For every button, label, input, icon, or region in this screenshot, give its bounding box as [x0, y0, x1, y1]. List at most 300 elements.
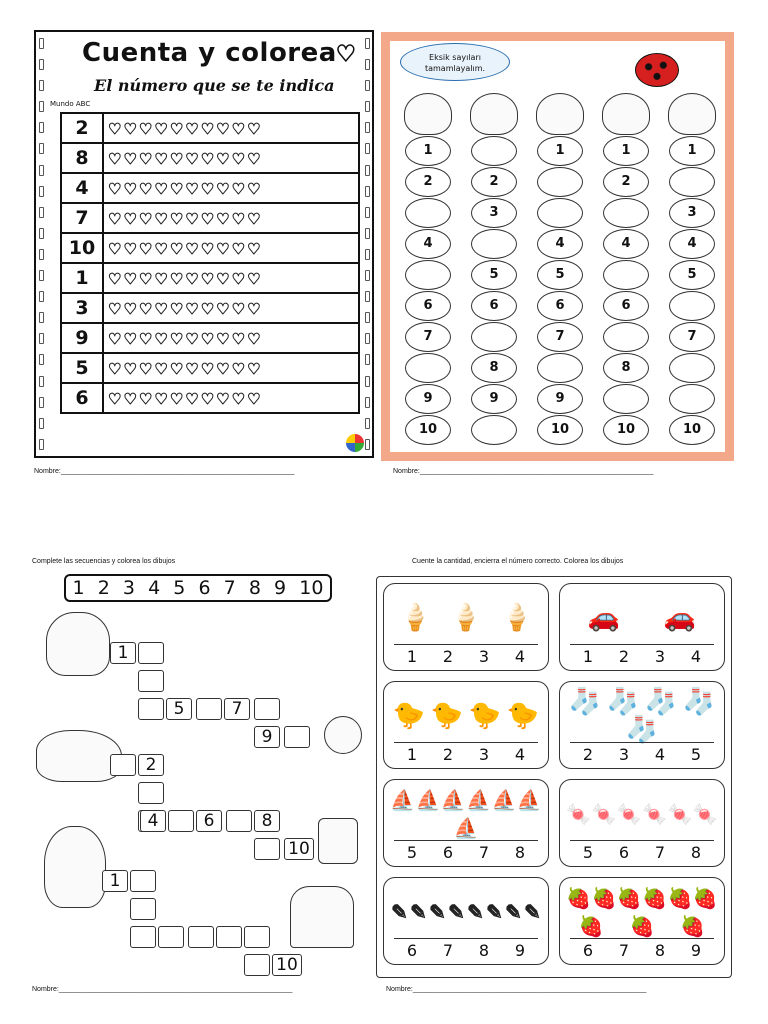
number-option[interactable]: 3 — [478, 745, 490, 764]
number-oval[interactable] — [405, 353, 451, 383]
heart-icon[interactable]: ♥ — [123, 299, 137, 318]
heart-icon[interactable]: ♥ — [138, 269, 153, 288]
count-panel — [559, 583, 725, 671]
heart-icon[interactable]: ♥ — [108, 179, 122, 198]
instruction-count: Cuente la cantidad, encierra el número correcto. Colorea los dibujos — [412, 558, 624, 565]
sequence-box[interactable]: 2 — [138, 754, 164, 776]
crayon-icon: ✎ — [486, 900, 503, 924]
bee-icon — [668, 93, 716, 135]
number-oval[interactable]: 2 — [405, 167, 451, 197]
heart-icon[interactable]: ♥ — [185, 299, 199, 318]
number-option[interactable]: 8 — [654, 941, 666, 960]
number-oval[interactable] — [669, 167, 715, 197]
row-number: 10 — [61, 233, 103, 263]
heart-icon[interactable]: ♥ — [169, 209, 184, 228]
heart-icon[interactable]: ♥ — [169, 269, 184, 288]
number-option[interactable]: 7 — [442, 941, 454, 960]
heart-icon[interactable]: ♥ — [247, 389, 261, 408]
heart-icon[interactable]: ♥ — [138, 359, 153, 378]
number-oval[interactable]: 5 — [537, 260, 583, 290]
heart-icon[interactable]: ♥ — [247, 299, 261, 318]
number-option[interactable]: 5 — [690, 745, 702, 764]
number-option[interactable]: 2 — [442, 647, 454, 666]
heart-icon[interactable]: ♥ — [216, 269, 230, 288]
sequence-box[interactable] — [244, 926, 270, 948]
row-number: 4 — [61, 173, 103, 203]
heart-icon[interactable]: ♥ — [154, 149, 168, 168]
sequence-box[interactable] — [138, 698, 164, 720]
heart-icon[interactable]: ♥ — [108, 299, 122, 318]
heart-icon[interactable]: ♥ — [200, 269, 215, 288]
heart-icon[interactable]: ♥ — [123, 329, 137, 348]
worksheet-subtitle: El número que se te indica — [94, 76, 335, 95]
number-oval[interactable] — [669, 384, 715, 414]
heart-icon[interactable]: ♥ — [169, 299, 184, 318]
sock-icon: 🧦 — [682, 687, 716, 717]
heart-icon[interactable]: ♥ — [200, 239, 215, 258]
number-oval[interactable]: 1 — [603, 136, 649, 166]
number-options — [394, 644, 538, 666]
number-line — [64, 574, 332, 602]
name-line-4[interactable]: Nombre:____________________________________________________________ — [386, 986, 647, 993]
number-oval[interactable] — [603, 322, 649, 352]
sequence-box[interactable]: 4 — [140, 810, 166, 832]
sailboat-icon: ⛵ — [415, 788, 441, 812]
heart-icon[interactable]: ♥ — [185, 239, 199, 258]
heart-icon[interactable]: ♥ — [154, 299, 168, 318]
row-number: 2 — [61, 113, 103, 143]
number-options — [394, 840, 538, 862]
heart-icon[interactable]: ♥ — [247, 209, 261, 228]
heart-icon[interactable]: ♥ — [200, 389, 215, 408]
caterpillar-column — [466, 93, 522, 445]
chick-icon: 🐤 — [468, 701, 502, 731]
sequence-box[interactable] — [158, 926, 184, 948]
bee-icon — [404, 93, 452, 135]
number-oval[interactable] — [471, 415, 517, 445]
icons-group — [566, 786, 718, 842]
strawberry-icon: 🍓 — [566, 886, 592, 910]
heart-icon[interactable]: ♥ — [169, 359, 184, 378]
heart-icon[interactable]: ♥ — [231, 359, 246, 378]
number-oval[interactable]: 1 — [537, 136, 583, 166]
sequence-box[interactable]: 10 — [272, 954, 302, 976]
count-row — [61, 263, 359, 293]
number-option[interactable]: 6 — [618, 843, 630, 862]
number-option[interactable]: 5 — [582, 843, 594, 862]
number-oval[interactable] — [471, 229, 517, 259]
ladybug-icon — [635, 53, 679, 87]
heart-icon[interactable]: ♥ — [200, 119, 215, 138]
number-option[interactable]: 3 — [478, 647, 490, 666]
sequence-box[interactable]: 1 — [110, 642, 136, 664]
heart-icon[interactable]: ♥ — [185, 269, 199, 288]
sequence-box[interactable]: 9 — [254, 726, 280, 748]
caterpillar-column — [598, 93, 654, 445]
number-option[interactable]: 2 — [582, 745, 594, 764]
number-oval[interactable]: 4 — [603, 229, 649, 259]
heart-icon[interactable]: ♥ — [216, 149, 230, 168]
crayon-icon: ✎ — [448, 900, 465, 924]
number-oval[interactable]: 8 — [471, 353, 517, 383]
icons-group — [390, 590, 542, 646]
heart-icon[interactable]: ♥ — [200, 359, 215, 378]
number-option[interactable]: 1 — [406, 647, 418, 666]
heart-icon[interactable]: ♥ — [154, 389, 168, 408]
sequence-box[interactable] — [138, 642, 164, 664]
heart-icon[interactable]: ♥ — [154, 329, 168, 348]
dog-icon — [46, 612, 110, 676]
number-oval[interactable] — [603, 198, 649, 228]
number-option[interactable]: 6 — [406, 941, 418, 960]
heart-icon[interactable]: ♥ — [216, 389, 230, 408]
sequence-box[interactable] — [130, 870, 156, 892]
heart-icon[interactable]: ♥ — [216, 239, 230, 258]
count-row — [61, 323, 359, 353]
heart-icon[interactable]: ♥ — [185, 389, 199, 408]
sequence-box[interactable]: 7 — [224, 698, 250, 720]
candy-icon: 🍬 — [566, 802, 592, 826]
chick-icon: 🐤 — [392, 701, 426, 731]
number-option[interactable]: 9 — [514, 941, 526, 960]
number-oval[interactable]: 6 — [471, 291, 517, 321]
number-oval[interactable] — [405, 260, 451, 290]
sailboat-icon: ⛵ — [516, 788, 542, 812]
number-oval[interactable]: 7 — [537, 322, 583, 352]
heart-icon[interactable]: ♥ — [231, 119, 246, 138]
heart-icon[interactable]: ♥ — [154, 119, 168, 138]
heart-icon[interactable]: ♥ — [154, 359, 168, 378]
number-oval[interactable]: 4 — [669, 229, 715, 259]
hearts-cell — [103, 323, 359, 353]
heart-icon[interactable]: ♥ — [185, 149, 199, 168]
sequence-box[interactable]: 10 — [284, 838, 314, 860]
number-oval[interactable]: 2 — [603, 167, 649, 197]
worksheet-count-color — [34, 30, 374, 458]
dog-food-box-icon — [318, 818, 358, 864]
heart-icon[interactable]: ♥ — [231, 179, 246, 198]
number-option[interactable]: 3 — [654, 647, 666, 666]
heart-icon[interactable]: ♥ — [108, 389, 122, 408]
heart-icon[interactable]: ♥ — [216, 209, 230, 228]
number-option[interactable]: 1 — [582, 647, 594, 666]
number-option[interactable]: 7 — [478, 843, 490, 862]
heart-icon[interactable]: ♥ — [123, 119, 137, 138]
ice-cream-icon: 🍦 — [500, 603, 533, 633]
sequence-box[interactable] — [254, 838, 280, 860]
number-oval[interactable] — [603, 260, 649, 290]
count-row — [61, 233, 359, 263]
sequence-number: 8 — [248, 577, 261, 599]
name-line-1[interactable]: Nombre:____________________________________________________________ — [34, 468, 295, 475]
hearts-cell — [103, 383, 359, 413]
heart-icon[interactable]: ♥ — [154, 209, 168, 228]
candy-icon: 🍬 — [667, 802, 693, 826]
caterpillar-column — [664, 93, 720, 445]
number-oval[interactable]: 10 — [405, 415, 451, 445]
number-oval[interactable]: 7 — [669, 322, 715, 352]
heart-icon[interactable]: ♥ — [123, 179, 137, 198]
number-option[interactable]: 8 — [690, 843, 702, 862]
heart-icon[interactable]: ♥ — [231, 389, 246, 408]
row-number: 9 — [61, 323, 103, 353]
heart-icon[interactable]: ♥ — [154, 179, 168, 198]
sequence-box[interactable]: 1 — [102, 870, 128, 892]
number-oval[interactable] — [603, 384, 649, 414]
heart-icon[interactable]: ♥ — [138, 179, 153, 198]
sequence-box[interactable]: 5 — [166, 698, 192, 720]
number-oval[interactable]: 9 — [405, 384, 451, 414]
hearts-cell — [103, 113, 359, 143]
number-option[interactable]: 9 — [690, 941, 702, 960]
left-border-decoration — [39, 38, 43, 450]
heart-icon[interactable]: ♥ — [123, 269, 137, 288]
sequence-box[interactable] — [138, 782, 164, 804]
number-oval[interactable]: 3 — [471, 198, 517, 228]
heart-icon[interactable]: ♥ — [247, 269, 261, 288]
strawberry-icon: 🍓 — [680, 914, 706, 938]
heart-icon[interactable]: ♥ — [169, 119, 184, 138]
crayon-icon: ✎ — [524, 900, 541, 924]
heart-icon[interactable]: ♥ — [123, 359, 137, 378]
sequence-box[interactable] — [226, 810, 252, 832]
ice-cream-icon: 🍦 — [449, 603, 483, 633]
heart-icon[interactable]: ♥ — [247, 149, 261, 168]
heart-icon[interactable]: ♥ — [108, 149, 122, 168]
heart-icon[interactable]: ♥ — [108, 239, 122, 258]
candy-icon: 🍬 — [692, 802, 718, 826]
count-panel — [383, 779, 549, 867]
heart-icon[interactable]: ♥ — [108, 359, 122, 378]
sequence-box[interactable] — [130, 898, 156, 920]
number-oval[interactable]: 6 — [537, 291, 583, 321]
ice-cream-icon: 🍦 — [399, 603, 432, 633]
heart-icon[interactable]: ♥ — [185, 359, 199, 378]
number-oval[interactable]: 3 — [669, 198, 715, 228]
heart-icon[interactable]: ♥ — [108, 119, 122, 138]
sequence-box[interactable] — [254, 698, 280, 720]
number-oval[interactable] — [669, 291, 715, 321]
caterpillar-column — [400, 93, 456, 445]
number-oval[interactable]: 6 — [603, 291, 649, 321]
heart-icon[interactable]: ♥ — [247, 179, 261, 198]
heart-icon[interactable]: ♥ — [247, 359, 261, 378]
heart-icon[interactable]: ♥ — [231, 329, 246, 348]
heart-icon[interactable]: ♥ — [108, 209, 122, 228]
sequence-box[interactable] — [188, 926, 214, 948]
number-oval[interactable] — [537, 353, 583, 383]
number-options — [394, 938, 538, 960]
heart-icon[interactable]: ♥ — [247, 119, 261, 138]
heart-icon[interactable]: ♥ — [138, 239, 153, 258]
number-oval[interactable]: 6 — [405, 291, 451, 321]
number-oval[interactable]: 2 — [471, 167, 517, 197]
count-row — [61, 113, 359, 143]
heart-icon: ♥ — [336, 42, 356, 67]
heart-icon[interactable]: ♥ — [200, 329, 215, 348]
heart-icon[interactable]: ♥ — [200, 209, 215, 228]
number-option[interactable]: 2 — [442, 745, 454, 764]
icons-group — [566, 590, 718, 646]
crayon-icon: ✎ — [467, 900, 484, 924]
number-oval[interactable]: 7 — [405, 322, 451, 352]
number-oval[interactable]: 9 — [471, 384, 517, 414]
heart-icon[interactable]: ♥ — [200, 299, 215, 318]
caterpillar-column — [532, 93, 588, 445]
number-oval[interactable]: 8 — [603, 353, 649, 383]
hearts-cell — [103, 203, 359, 233]
heart-icon[interactable]: ♥ — [216, 359, 230, 378]
number-oval[interactable] — [669, 353, 715, 383]
heart-icon[interactable]: ♥ — [185, 209, 199, 228]
sequence-box[interactable] — [196, 698, 222, 720]
number-option[interactable]: 5 — [406, 843, 418, 862]
number-option[interactable]: 4 — [690, 647, 702, 666]
heart-icon[interactable]: ♥ — [123, 149, 137, 168]
heart-icon[interactable]: ♥ — [216, 329, 230, 348]
number-oval[interactable]: 10 — [669, 415, 715, 445]
sequence-box[interactable]: 6 — [196, 810, 222, 832]
heart-icon[interactable]: ♥ — [169, 329, 184, 348]
heart-icon[interactable]: ♥ — [138, 209, 153, 228]
number-options — [570, 644, 714, 666]
sailboat-icon: ⛵ — [466, 788, 492, 812]
heart-icon[interactable]: ♥ — [231, 209, 246, 228]
number-oval[interactable] — [405, 198, 451, 228]
heart-icon[interactable]: ♥ — [154, 269, 168, 288]
number-option[interactable]: 7 — [618, 941, 630, 960]
heart-icon[interactable]: ♥ — [247, 239, 261, 258]
right-border-decoration — [365, 38, 369, 450]
row-number: 3 — [61, 293, 103, 323]
heart-icon[interactable]: ♥ — [185, 179, 199, 198]
heart-icon[interactable]: ♥ — [169, 179, 184, 198]
heart-icon[interactable]: ♥ — [123, 389, 137, 408]
sequence-number: 1 — [72, 577, 85, 599]
number-oval[interactable] — [471, 322, 517, 352]
icons-group — [566, 688, 718, 744]
count-panel — [383, 681, 549, 769]
number-oval[interactable]: 1 — [669, 136, 715, 166]
heart-icon[interactable]: ♥ — [231, 149, 246, 168]
name-line-2[interactable]: Nombre:____________________________________________________________ — [393, 468, 654, 475]
heart-icon[interactable]: ♥ — [138, 299, 153, 318]
sequence-box[interactable] — [216, 926, 242, 948]
heart-icon[interactable]: ♥ — [154, 239, 168, 258]
sequence-number: 9 — [274, 577, 287, 599]
sequence-box[interactable] — [284, 726, 310, 748]
heart-icon[interactable]: ♥ — [123, 239, 137, 258]
number-oval[interactable] — [537, 167, 583, 197]
heart-icon[interactable]: ♥ — [138, 149, 153, 168]
sock-icon: 🧦 — [568, 687, 602, 717]
number-option[interactable]: 4 — [514, 647, 526, 666]
heart-icon[interactable]: ♥ — [169, 389, 184, 408]
count-panel — [383, 877, 549, 965]
number-option[interactable]: 4 — [514, 745, 526, 764]
heart-icon[interactable]: ♥ — [138, 119, 153, 138]
strawberry-icon: 🍓 — [616, 886, 642, 910]
number-option[interactable]: 8 — [514, 843, 526, 862]
number-option[interactable]: 1 — [406, 745, 418, 764]
sequence-box[interactable] — [244, 954, 270, 976]
number-option[interactable]: 8 — [478, 941, 490, 960]
number-option[interactable]: 4 — [654, 745, 666, 764]
chick-icon: 🐤 — [506, 701, 540, 731]
count-panel — [559, 877, 725, 965]
number-option[interactable]: 6 — [582, 941, 594, 960]
heart-icon[interactable]: ♥ — [169, 149, 184, 168]
heart-icon[interactable]: ♥ — [185, 119, 199, 138]
sequence-box[interactable] — [168, 810, 194, 832]
hearts-cell — [103, 173, 359, 203]
sailboat-icon: ⛵ — [390, 788, 416, 812]
name-line-3[interactable]: Nombre:____________________________________________________________ — [32, 986, 293, 993]
heart-icon[interactable]: ♥ — [123, 209, 137, 228]
number-oval[interactable]: 9 — [537, 384, 583, 414]
strawberry-icon: 🍓 — [629, 914, 655, 938]
count-row — [61, 293, 359, 323]
sequence-box[interactable]: 8 — [254, 810, 280, 832]
number-oval[interactable]: 4 — [405, 229, 451, 259]
number-oval[interactable]: 4 — [537, 229, 583, 259]
heart-icon[interactable]: ♥ — [231, 239, 246, 258]
heart-icon[interactable]: ♥ — [216, 299, 230, 318]
heart-icon[interactable]: ♥ — [216, 119, 230, 138]
number-oval[interactable] — [471, 136, 517, 166]
number-oval[interactable]: 5 — [669, 260, 715, 290]
candy-icon: 🍬 — [616, 802, 642, 826]
number-oval[interactable]: 10 — [603, 415, 649, 445]
strawberry-icon: 🍓 — [591, 886, 617, 910]
number-options — [570, 840, 714, 862]
sequence-box[interactable] — [138, 670, 164, 692]
worksheet-title: Cuenta y colorea — [82, 38, 337, 68]
crayon-icon: ✎ — [505, 900, 522, 924]
number-oval[interactable]: 1 — [405, 136, 451, 166]
heart-icon[interactable]: ♥ — [108, 329, 122, 348]
number-oval[interactable]: 10 — [537, 415, 583, 445]
heart-icon[interactable]: ♥ — [185, 329, 199, 348]
heart-icon[interactable]: ♥ — [200, 149, 215, 168]
hearts-cell — [103, 143, 359, 173]
heart-icon[interactable]: ♥ — [200, 179, 215, 198]
number-option[interactable]: 6 — [442, 843, 454, 862]
sailboat-icon: ⛵ — [491, 788, 517, 812]
sequence-number: 5 — [173, 577, 186, 599]
heart-icon[interactable]: ♥ — [247, 329, 261, 348]
number-oval[interactable]: 5 — [471, 260, 517, 290]
heart-icon[interactable]: ♥ — [216, 179, 230, 198]
row-number: 5 — [61, 353, 103, 383]
heart-icon[interactable]: ♥ — [231, 299, 246, 318]
number-option[interactable]: 2 — [618, 647, 630, 666]
number-option[interactable]: 7 — [654, 843, 666, 862]
count-row — [61, 353, 359, 383]
sequence-box[interactable] — [110, 754, 136, 776]
heart-icon[interactable]: ♥ — [138, 329, 153, 348]
heart-icon[interactable]: ♥ — [231, 269, 246, 288]
heart-icon[interactable]: ♥ — [169, 239, 184, 258]
heart-icon[interactable]: ♥ — [108, 269, 122, 288]
sitting-dog-icon — [44, 826, 106, 908]
sequence-number: 10 — [299, 577, 324, 599]
heart-icon[interactable]: ♥ — [138, 389, 153, 408]
sequence-box[interactable] — [130, 926, 156, 948]
number-oval[interactable] — [537, 198, 583, 228]
worksheet-count-circle — [376, 576, 732, 978]
number-option[interactable]: 3 — [618, 745, 630, 764]
